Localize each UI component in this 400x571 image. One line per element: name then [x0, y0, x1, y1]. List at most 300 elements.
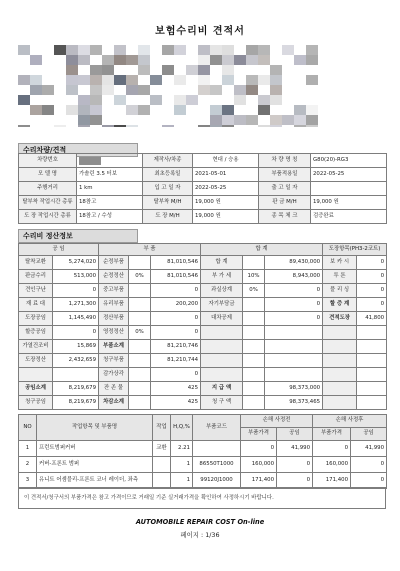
parts-items-table	[18, 414, 387, 489]
mosaic-block	[258, 95, 270, 105]
settlement-labor-value: 8,219,679	[53, 382, 99, 396]
part-row-hq: 2.21	[171, 441, 193, 457]
settlement-row	[19, 256, 387, 270]
mosaic-block	[114, 95, 126, 105]
mosaic-block	[210, 85, 222, 95]
mosaic-block	[198, 75, 210, 85]
settlement-total-label	[201, 354, 243, 368]
settlement-total-value: 0	[265, 312, 323, 326]
mosaic-block	[138, 45, 150, 55]
mosaic-block	[210, 105, 222, 115]
model-value: 가솔린 3.5 터보	[77, 168, 143, 182]
settlement-total-value: 0	[265, 298, 323, 312]
mosaic-block	[90, 65, 102, 75]
settlement-labor-value: 513,000	[53, 270, 99, 284]
settlement-paint-value: 41,800	[357, 312, 387, 326]
paint-time-value: 18참고 / 수성	[77, 210, 143, 224]
mosaic-block	[114, 45, 126, 55]
mosaic-block	[66, 75, 78, 85]
vehicle-type-label: 차 량 명 칭	[259, 154, 311, 168]
part-row-before-labor: 0	[277, 457, 313, 473]
mosaic-block	[198, 55, 210, 65]
part-row-after-price: 171,400	[313, 473, 351, 489]
intake-label: 입 고 일 자	[143, 182, 193, 196]
settlement-parts-value: 200,200	[151, 298, 201, 312]
mosaic-block	[126, 85, 138, 95]
mosaic-block	[102, 55, 114, 65]
settlement-total-label: 청 구 액	[201, 396, 243, 410]
settlement-paint-value: 0	[357, 270, 387, 284]
settlement-total-value: 8,943,000	[265, 270, 323, 284]
labor-time-label: 탈부착 작업시간 총류	[19, 196, 77, 210]
settlement-total-label: 과실상계	[201, 284, 243, 298]
settlement-total-label: 대차공제	[201, 312, 243, 326]
mosaic-block	[258, 45, 270, 55]
part-row-name: 유니트 어셈블리-프론트 코너 레이더, 좌측	[37, 473, 153, 489]
col-hq: H,Q,%	[171, 415, 193, 441]
settlement-total-value: 98,373,465	[265, 396, 323, 410]
mosaic-block	[126, 125, 138, 127]
mosaic-block	[270, 95, 282, 105]
settlement-total-value	[265, 368, 323, 382]
mosaic-block	[294, 55, 306, 65]
mosaic-block	[174, 45, 186, 55]
mileage-value: 1 km	[77, 182, 143, 196]
settlement-parts-pct	[129, 354, 151, 368]
mosaic-block	[162, 45, 174, 55]
part-row-after-labor: 0	[351, 457, 387, 473]
col-code: 부품코드	[193, 415, 241, 441]
settlement-total-pct: 0%	[243, 284, 265, 298]
settlement-paint-value: 0	[357, 256, 387, 270]
mosaic-block	[246, 115, 258, 125]
paint-mh-value: 19,000 원	[193, 210, 259, 224]
mosaic-block	[138, 55, 150, 65]
settlement-row	[19, 354, 387, 368]
mosaic-block	[162, 125, 174, 127]
col-after-labor: 공임	[351, 428, 387, 441]
vehicle-no-redacted	[79, 157, 101, 165]
settlement-paint-value	[357, 368, 387, 382]
mosaic-block	[90, 115, 102, 125]
col-no: NO	[19, 415, 37, 441]
settlement-parts-value: 0	[151, 368, 201, 382]
table-row	[19, 441, 387, 457]
settlement-labor-label: 청구공임	[19, 396, 53, 410]
part-row-before-labor: 41,990	[277, 441, 313, 457]
settlement-row	[19, 326, 387, 340]
settlement-total-pct	[243, 340, 265, 354]
settlement-total-pct	[243, 312, 265, 326]
col-name: 작업항목 및 부품명	[37, 415, 153, 441]
settlement-parts-value: 0	[151, 284, 201, 298]
mosaic-block	[222, 115, 234, 125]
mosaic-block	[66, 105, 78, 115]
mosaic-block	[138, 65, 150, 75]
mosaic-block	[258, 125, 270, 127]
mosaic-block	[234, 85, 246, 95]
part-row-no: 3	[19, 473, 37, 489]
maker-label: 제작사/차종	[143, 154, 193, 168]
settlement-parts-label: 감가상각	[99, 368, 129, 382]
mosaic-block	[210, 125, 222, 127]
table-row	[19, 457, 387, 473]
settlement-head-parts: 부 품	[99, 244, 201, 256]
settlement-labor-value: 0	[53, 326, 99, 340]
settlement-total-pct	[243, 256, 265, 270]
part-row-before-labor: 0	[277, 473, 313, 489]
mosaic-block	[78, 105, 90, 115]
settlement-total-label: 자기부담금	[201, 298, 243, 312]
col-before-labor: 공임	[277, 428, 313, 441]
settlement-paint-label: 견적도장	[323, 312, 357, 326]
part-row-no: 2	[19, 457, 37, 473]
release-value	[311, 182, 387, 196]
mosaic-block	[246, 55, 258, 65]
mosaic-block	[126, 105, 138, 115]
part-row-after-price: 0	[313, 441, 351, 457]
settlement-parts-pct	[129, 256, 151, 270]
mosaic-block	[246, 75, 258, 85]
settlement-labor-value: 1,271,300	[53, 298, 99, 312]
settlement-labor-value: 8,219,679	[53, 396, 99, 410]
mosaic-block	[66, 45, 78, 55]
settlement-parts-label: 영정정산	[99, 326, 129, 340]
mosaic-block	[66, 85, 78, 95]
mosaic-block	[138, 105, 150, 115]
check-value: 검증완료	[311, 210, 387, 224]
settlement-labor-label: 판금수리	[19, 270, 53, 284]
settlement-parts-value: 0	[151, 312, 201, 326]
settlement-head-paint: 도장항목(PH3-2코트)	[323, 244, 387, 256]
mosaic-block	[114, 55, 126, 65]
mosaic-block	[30, 75, 42, 85]
paint-rate-label: 판 금 M/H	[259, 196, 311, 210]
mosaic-block	[42, 85, 54, 95]
settlement-total-label	[201, 340, 243, 354]
mosaic-block	[174, 95, 186, 105]
settlement-paint-label	[323, 340, 357, 354]
mosaic-block	[306, 125, 318, 127]
paint-mh-label: 도 장 M/H	[143, 210, 193, 224]
settlement-parts-pct	[129, 396, 151, 410]
settlement-head-total: 합 계	[201, 244, 323, 256]
mosaic-block	[282, 115, 294, 125]
settlement-total-label	[201, 368, 243, 382]
mosaic-block	[30, 105, 42, 115]
mosaic-block	[186, 95, 198, 105]
parts-date-value: 2022-05-25	[311, 168, 387, 182]
settlement-paint-value	[357, 340, 387, 354]
settlement-parts-value: 81,210,746	[151, 340, 201, 354]
settlement-parts-value: 425	[151, 382, 201, 396]
vehicle-no-value	[77, 154, 143, 168]
settlement-labor-value: 1,145,490	[53, 312, 99, 326]
settlement-parts-label: 중고부품	[99, 284, 129, 298]
settlement-paint-value	[357, 326, 387, 340]
mosaic-block	[126, 75, 138, 85]
settlement-total-pct	[243, 382, 265, 396]
settlement-parts-value: 81,010,546	[151, 270, 201, 284]
page-title: 보험수리비 견적서	[155, 26, 245, 37]
settlement-paint-label	[323, 326, 357, 340]
settlement-parts-pct	[129, 382, 151, 396]
settlement-parts-label: 청구부품	[99, 354, 129, 368]
part-row-work: 교환	[153, 441, 171, 457]
settlement-total-pct	[243, 354, 265, 368]
settlement-parts-label: 순정정산	[99, 270, 129, 284]
col-before: 손해 사정전	[241, 415, 313, 428]
part-row-no: 1	[19, 441, 37, 457]
mosaic-block	[270, 125, 282, 127]
mosaic-block	[90, 85, 102, 95]
settlement-paint-label	[323, 396, 357, 410]
mosaic-block	[246, 85, 258, 95]
settlement-row	[19, 396, 387, 410]
settlement-total-value	[265, 354, 323, 368]
settlement-parts-value: 0	[151, 326, 201, 340]
col-after: 손해 사정후	[313, 415, 387, 428]
settlement-total-pct	[243, 368, 265, 382]
mosaic-block	[102, 65, 114, 75]
settlement-total-value: 89,430,000	[265, 256, 323, 270]
mosaic-block	[138, 85, 150, 95]
settlement-parts-pct: 0%	[129, 270, 151, 284]
settlement-paint-label	[323, 382, 357, 396]
settlement-labor-label: 견인구난	[19, 284, 53, 298]
mosaic-block	[198, 65, 210, 75]
part-row-before-price: 171,400	[241, 473, 277, 489]
labor-rate-label: 탈부착 M/H	[143, 196, 193, 210]
mosaic-block	[66, 55, 78, 65]
mosaic-block	[126, 55, 138, 65]
mosaic-block	[210, 45, 222, 55]
settlement-row	[19, 298, 387, 312]
part-row-hq: 1	[171, 457, 193, 473]
part-row-hq: 1	[171, 473, 193, 489]
first-reg-value: 2021-05-01	[193, 168, 259, 182]
mosaic-block	[306, 115, 318, 125]
mosaic-block	[222, 75, 234, 85]
settlement-total-pct	[243, 396, 265, 410]
settlement-total-label: 지 급 액	[201, 382, 243, 396]
col-after-part-price: 부품가격	[313, 428, 351, 441]
mosaic-block	[114, 75, 126, 85]
mosaic-block	[30, 55, 42, 65]
mosaic-block	[282, 45, 294, 55]
mosaic-block	[42, 105, 54, 115]
notice-text: 이 견적서/청구서의 부품가격은 참고 가격이므로 거래일 기준 실거래가격을 확인하여 사정하시기 바랍니다.	[18, 487, 386, 509]
mosaic-block	[78, 95, 90, 105]
settlement-labor-label: 도장공임	[19, 312, 53, 326]
settlement-total-value	[265, 326, 323, 340]
mosaic-block	[78, 125, 90, 127]
settlement-row	[19, 270, 387, 284]
part-row-after-price: 160,000	[313, 457, 351, 473]
mosaic-block	[294, 105, 306, 115]
settlement-parts-pct: 0%	[129, 326, 151, 340]
part-row-after-labor: 0	[351, 473, 387, 489]
part-row-after-labor: 41,990	[351, 441, 387, 457]
settlement-total-label: 합 계	[201, 256, 243, 270]
settlement-labor-value	[53, 368, 99, 382]
section-settlement-header: 수리비 정산정보	[18, 229, 138, 243]
mosaic-block	[234, 55, 246, 65]
part-row-code	[193, 441, 241, 457]
mosaic-block	[78, 115, 90, 125]
settlement-row	[19, 368, 387, 382]
mosaic-block	[270, 115, 282, 125]
part-row-code: 99120J1000	[193, 473, 241, 489]
mosaic-block	[306, 75, 318, 85]
mosaic-block	[258, 105, 270, 115]
mosaic-block	[270, 65, 282, 75]
mosaic-block	[234, 95, 246, 105]
labor-rate-value: 19,000 원	[193, 196, 259, 210]
mosaic-block	[306, 45, 318, 55]
mosaic-block	[234, 115, 246, 125]
settlement-total-label: 부 가 세	[201, 270, 243, 284]
mosaic-block	[198, 125, 210, 127]
settlement-paint-label: 풀 리 싱	[323, 284, 357, 298]
settlement-paint-label: 보 카 시	[323, 256, 357, 270]
vehicle-no-label: 차량번호	[19, 154, 77, 168]
settlement-labor-value: 0	[53, 284, 99, 298]
redacted-mosaic	[18, 45, 318, 127]
mosaic-block	[258, 75, 270, 85]
mosaic-block	[90, 95, 102, 105]
settlement-parts-value: 425	[151, 396, 201, 410]
mosaic-block	[18, 125, 30, 127]
mosaic-block	[198, 85, 210, 95]
settlement-paint-label: 투 톤	[323, 270, 357, 284]
settlement-row	[19, 340, 387, 354]
labor-time-value: 18참고	[77, 196, 143, 210]
settlement-paint-value	[357, 354, 387, 368]
release-label: 출 고 일 자	[259, 182, 311, 196]
first-reg-label: 최초등록일	[143, 168, 193, 182]
maker-value: 현대 / 승용	[193, 154, 259, 168]
mosaic-block	[294, 115, 306, 125]
settlement-parts-pct	[129, 340, 151, 354]
mosaic-block	[66, 65, 78, 75]
settlement-labor-label: 할증공임	[19, 326, 53, 340]
settlement-total-value: 0	[265, 284, 323, 298]
mosaic-block	[258, 55, 270, 65]
settlement-paint-value	[357, 396, 387, 410]
settlement-table	[18, 243, 387, 410]
mosaic-block	[18, 75, 30, 85]
vehicle-type-value: G80(20)-RG3	[311, 154, 387, 168]
mosaic-block	[222, 55, 234, 65]
settlement-parts-pct	[129, 368, 151, 382]
settlement-paint-value	[357, 382, 387, 396]
settlement-parts-label: 순정부품	[99, 256, 129, 270]
mosaic-block	[150, 95, 162, 105]
mosaic-block	[78, 55, 90, 65]
mosaic-block	[210, 115, 222, 125]
mosaic-block	[18, 95, 30, 105]
settlement-total-pct	[243, 298, 265, 312]
mosaic-block	[198, 45, 210, 55]
col-work: 작업	[153, 415, 171, 441]
settlement-labor-label: 재 료 대	[19, 298, 53, 312]
vehicle-info-table	[18, 153, 387, 224]
mosaic-block	[78, 75, 90, 85]
mosaic-block	[150, 75, 162, 85]
settlement-parts-label: 잔 존 물	[99, 382, 129, 396]
settlement-total-value	[265, 340, 323, 354]
mosaic-block	[102, 125, 114, 127]
settlement-paint-value: 0	[357, 284, 387, 298]
mosaic-block	[90, 105, 102, 115]
settlement-parts-label: 부품소계	[99, 340, 129, 354]
mosaic-block	[174, 105, 186, 115]
mosaic-block	[102, 85, 114, 95]
mosaic-block	[174, 75, 186, 85]
mosaic-block	[306, 55, 318, 65]
settlement-labor-label: 탈착교환	[19, 256, 53, 270]
paint-rate-value: 19,000 원	[311, 196, 387, 210]
settlement-parts-label: 차감소계	[99, 396, 129, 410]
settlement-total-pct	[243, 326, 265, 340]
settlement-paint-value: 0	[357, 298, 387, 312]
mosaic-block	[222, 125, 234, 127]
settlement-row	[19, 312, 387, 326]
settlement-parts-label: 유리부품	[99, 298, 129, 312]
settlement-parts-pct	[129, 284, 151, 298]
intake-value: 2022-05-25	[193, 182, 259, 196]
check-label: 종 목 체 크	[259, 210, 311, 224]
mosaic-block	[222, 105, 234, 115]
part-row-before-price: 160,000	[241, 457, 277, 473]
settlement-labor-value: 2,432,659	[53, 354, 99, 368]
settlement-paint-label	[323, 354, 357, 368]
settlement-labor-label: 도장정산	[19, 354, 53, 368]
mosaic-block	[90, 75, 102, 85]
col-before-part-price: 부품가격	[241, 428, 277, 441]
model-label: 모 델 명	[19, 168, 77, 182]
mosaic-block	[102, 75, 114, 85]
settlement-parts-label: 정산부품	[99, 312, 129, 326]
settlement-total-label	[201, 326, 243, 340]
parts-date-label: 부품적용일	[259, 168, 311, 182]
mosaic-block	[222, 45, 234, 55]
part-row-code: 86550T1000	[193, 457, 241, 473]
mosaic-block	[222, 65, 234, 75]
settlement-row	[19, 284, 387, 298]
mileage-label: 주행거리	[19, 182, 77, 196]
mosaic-block	[270, 75, 282, 85]
mosaic-block	[162, 65, 174, 75]
mosaic-block	[54, 125, 66, 127]
mosaic-block	[294, 125, 306, 127]
mosaic-block	[30, 85, 42, 95]
mosaic-block	[90, 45, 102, 55]
settlement-labor-value: 15,869	[53, 340, 99, 354]
mosaic-block	[18, 45, 30, 55]
mosaic-block	[114, 125, 126, 127]
settlement-total-value: 98,373,000	[265, 382, 323, 396]
page-number: 페이지 : 1/36	[180, 531, 220, 539]
mosaic-block	[210, 55, 222, 65]
part-row-name: 프런트범퍼커버	[37, 441, 153, 457]
section-vehicle-header: 수리차량/견적	[18, 143, 138, 157]
mosaic-block	[78, 45, 90, 55]
settlement-labor-value: 5,274,020	[53, 256, 99, 270]
settlement-labor-label	[19, 368, 53, 382]
settlement-parts-value: 81,210,744	[151, 354, 201, 368]
